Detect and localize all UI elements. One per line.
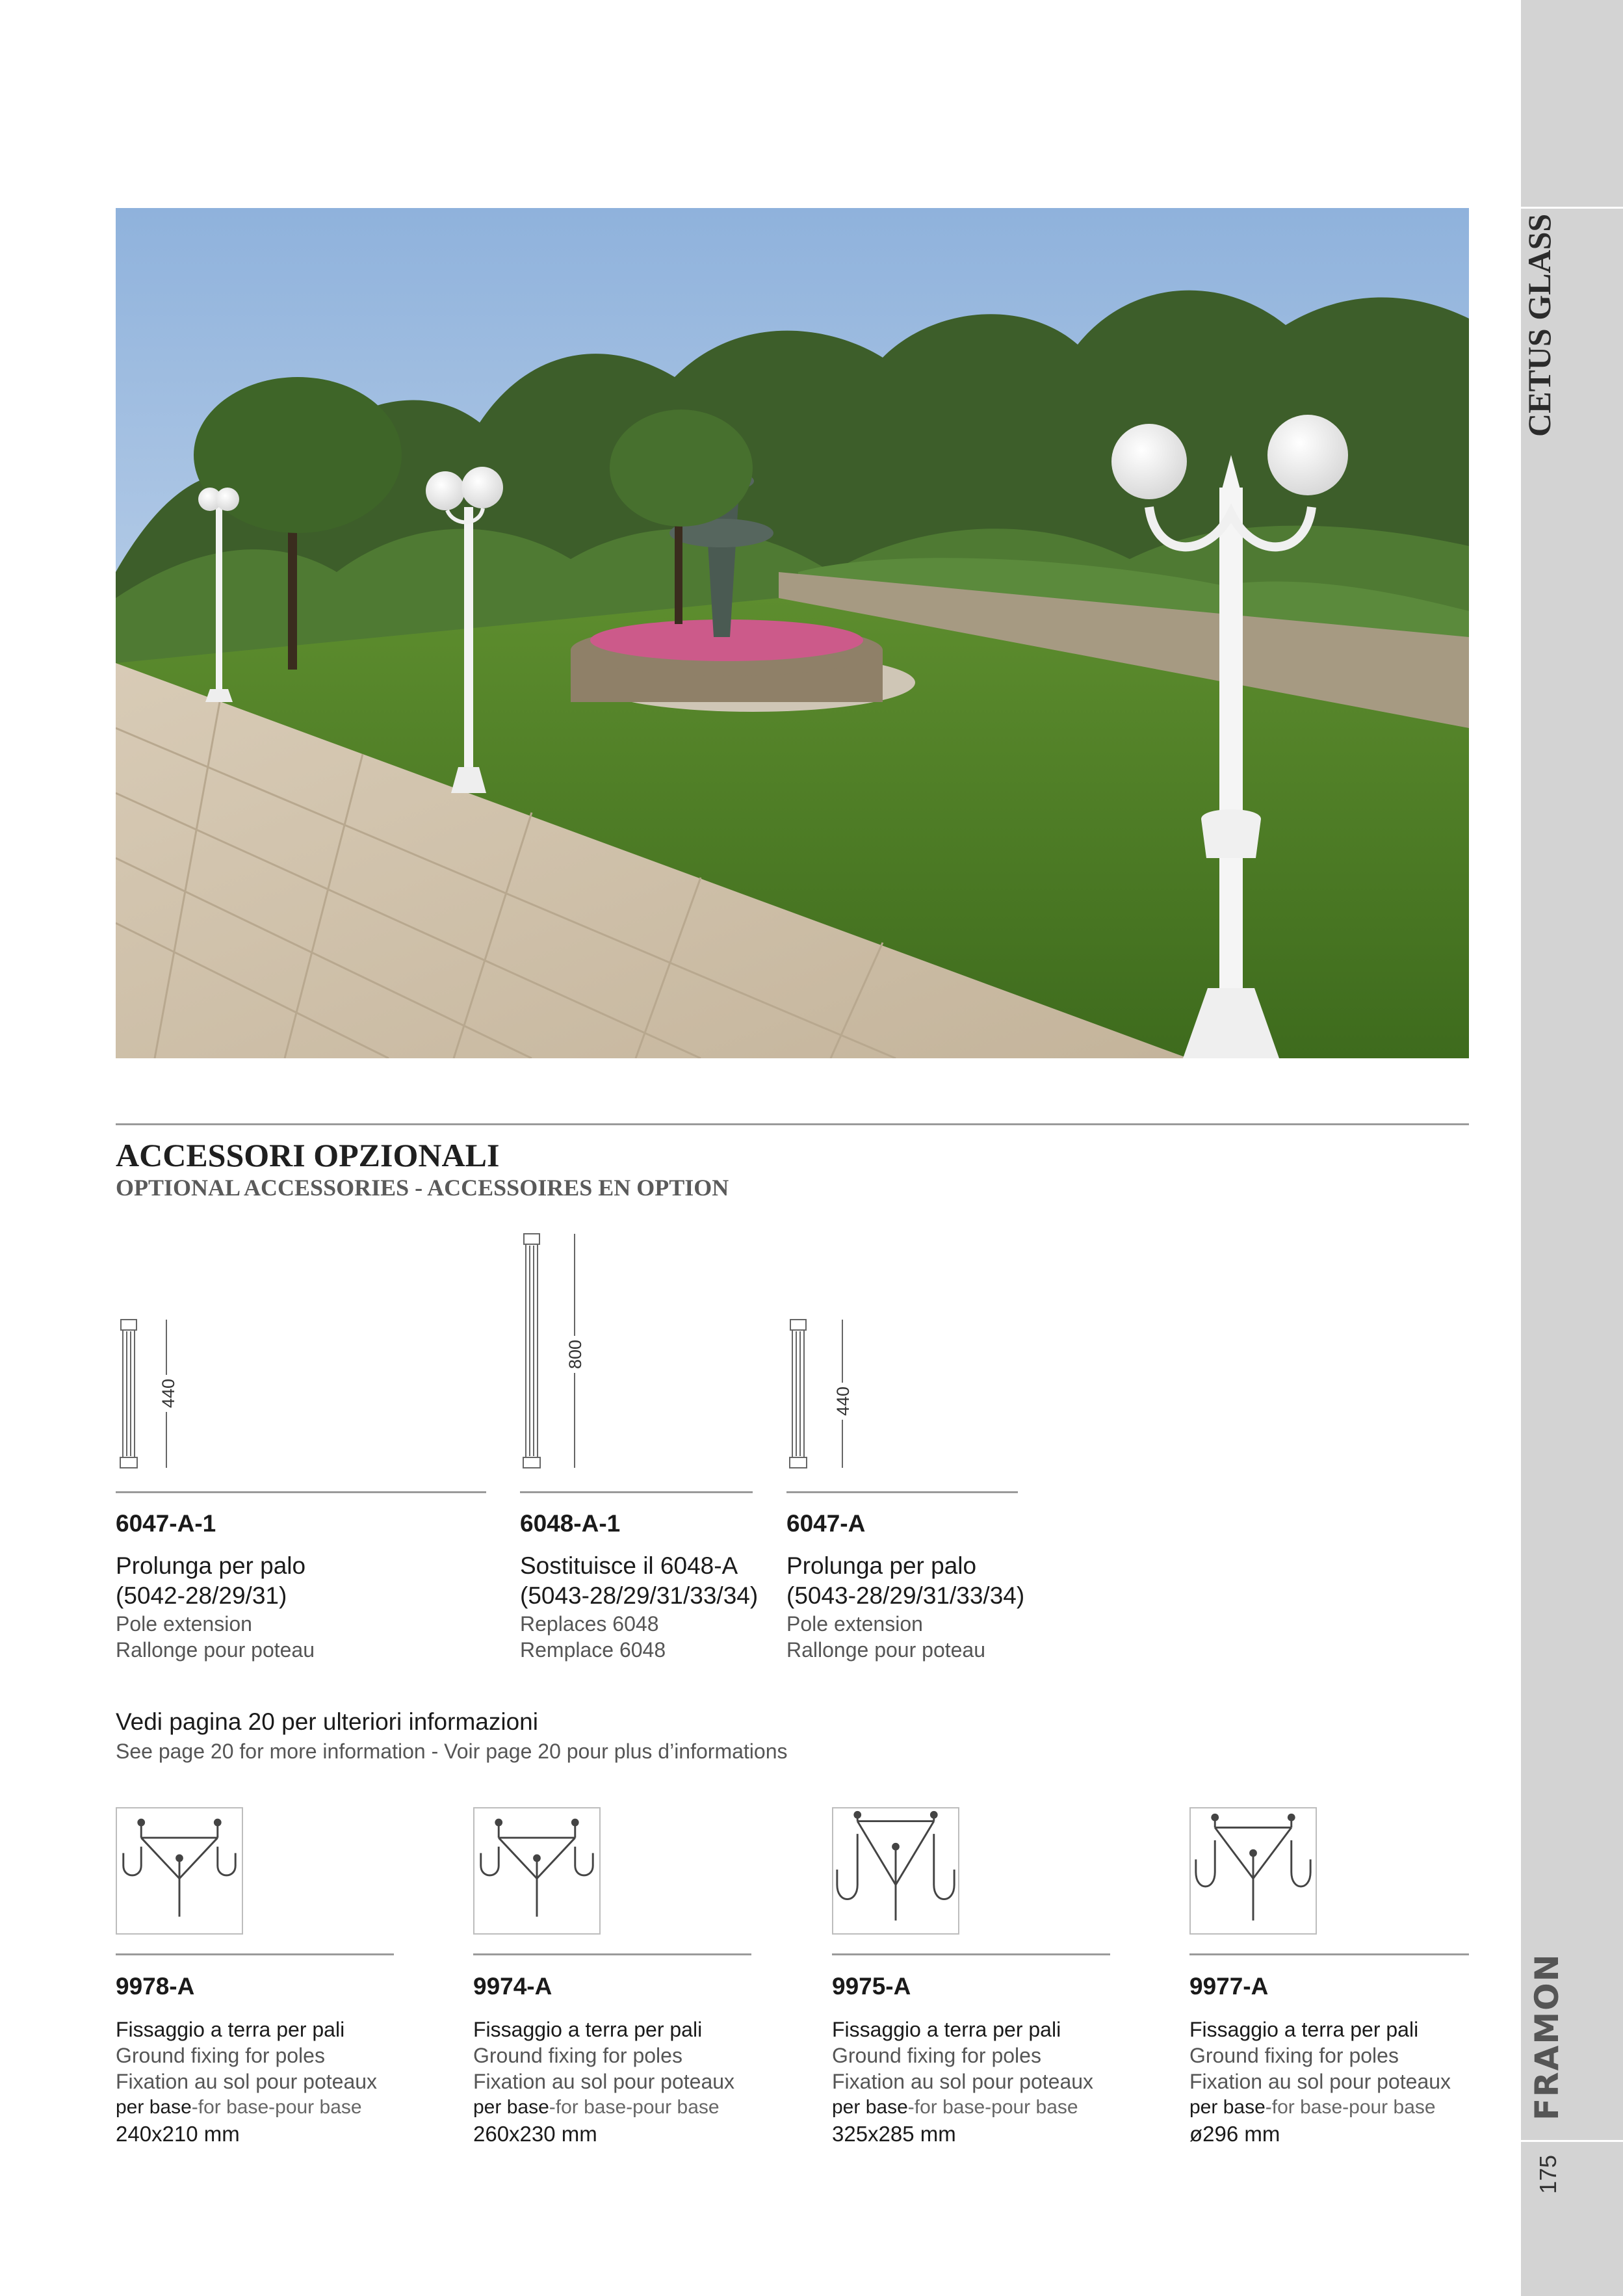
product-name: Fissaggio a terra per pali [473, 2018, 703, 2041]
product-name-fr: Rallonge pour poteau [786, 1638, 986, 1662]
base-size: 240x210 mm [116, 2122, 240, 2146]
product-name-en: Replaces 6048 [520, 1612, 659, 1636]
side-bar-divider [1521, 207, 1623, 209]
product-name-en: Pole extension [116, 1612, 252, 1636]
product-name-en: Ground fixing for poles [116, 2044, 325, 2067]
product-name: Prolunga per palo [786, 1552, 977, 1579]
product-compatibility: (5043-28/29/31/33/34) [786, 1582, 1025, 1609]
product-name: Prolunga per palo [116, 1552, 306, 1579]
ground-fixing-drawing [832, 1807, 959, 1935]
product-compatibility: (5043-28/29/31/33/34) [520, 1582, 759, 1609]
product-name-fr: Fixation au sol pour poteaux [116, 2070, 378, 2093]
pole-extension-drawing-icon [785, 1229, 863, 1476]
product-name-fr: Fixation au sol pour poteaux [1189, 2070, 1451, 2093]
product-code: 6048-A-1 [520, 1510, 621, 1537]
section-subtitle: OPTIONAL ACCESSORIES - ACCESSOIRES EN OPTION [116, 1175, 729, 1201]
product-name: Fissaggio a terra per pali [1189, 2018, 1419, 2041]
product-code: 9974-A [473, 1973, 552, 2000]
product-name: Fissaggio a terra per pali [116, 2018, 345, 2041]
product-divider [786, 1491, 1018, 1493]
product-name-fr: Fixation au sol pour poteaux [473, 2070, 735, 2093]
base-size: ø296 mm [1189, 2122, 1280, 2146]
product-divider [832, 1953, 1110, 1955]
product-6047-a-1 [116, 1509, 315, 1663]
product-9974-a [473, 1972, 734, 2148]
product-name: Sostituisce il 6048-A [520, 1552, 738, 1579]
ground-fixing-icon [117, 1808, 242, 1933]
product-name-fr: Remplace 6048 [520, 1638, 666, 1662]
ground-fixing-icon [833, 1808, 958, 1933]
product-code: 9975-A [832, 1973, 911, 2000]
hero-photo [116, 208, 1469, 1058]
product-code: 9978-A [116, 1973, 195, 2000]
dimension-label: 440 [159, 1375, 179, 1412]
product-name: Fissaggio a terra per pali [832, 2018, 1061, 2041]
product-divider [116, 1953, 394, 1955]
product-6048-a-1 [520, 1509, 758, 1663]
section-title: ACCESSORI OPZIONALI [116, 1137, 500, 1173]
product-name-en: Ground fixing for poles [1189, 2044, 1399, 2067]
product-compatibility: (5042-28/29/31) [116, 1582, 287, 1609]
dimension-label: 440 [833, 1383, 853, 1420]
product-code: 9977-A [1189, 1973, 1269, 2000]
page-number: 175 [1535, 2154, 1561, 2195]
base-label: per base-for base-pour base [116, 2096, 362, 2118]
section-divider [116, 1123, 1469, 1125]
ground-fixing-icon [1191, 1808, 1316, 1933]
product-divider [473, 1953, 751, 1955]
product-name-en: Ground fixing for poles [832, 2044, 1041, 2067]
product-9977-a [1189, 1972, 1451, 2148]
product-name-fr: Rallonge pour poteau [116, 1638, 315, 1662]
info-note: Vedi pagina 20 per ulteriori informazioni [116, 1708, 538, 1735]
ground-fixing-drawing [116, 1807, 243, 1935]
garden-lamp-photo-icon [116, 208, 1469, 1058]
pole-extension-drawing-icon [116, 1229, 194, 1476]
side-bar-divider [1521, 2140, 1623, 2142]
ground-fixing-icon [474, 1808, 599, 1933]
product-name-fr: Fixation au sol pour poteaux [832, 2070, 1094, 2093]
product-code: 6047-A-1 [116, 1510, 216, 1537]
base-label: per base-for base-pour base [832, 2096, 1078, 2118]
collection-title [1520, 326, 1559, 437]
brand-logo: FRAMON [1528, 1953, 1566, 2120]
base-size: 325x285 mm [832, 2122, 956, 2146]
ground-fixing-drawing [473, 1807, 601, 1935]
product-code: 6047-A [786, 1510, 866, 1537]
ground-fixing-drawing [1189, 1807, 1317, 1935]
product-divider [520, 1491, 753, 1493]
product-6047-a [786, 1509, 1024, 1663]
base-label: per base-for base-pour base [1189, 2096, 1436, 2118]
info-note-translation: See page 20 for more information - Voir page 20 pour plus d’informations [116, 1740, 788, 1763]
base-size: 260x230 mm [473, 2122, 597, 2146]
product-divider [116, 1491, 486, 1493]
product-name-en: Pole extension [786, 1612, 923, 1636]
product-9978-a [116, 1972, 377, 2148]
product-9975-a [832, 1972, 1093, 2148]
product-divider [1189, 1953, 1469, 1955]
dimension-label: 800 [565, 1336, 586, 1373]
product-name-en: Ground fixing for poles [473, 2044, 682, 2067]
base-label: per base-for base-pour base [473, 2096, 720, 2118]
